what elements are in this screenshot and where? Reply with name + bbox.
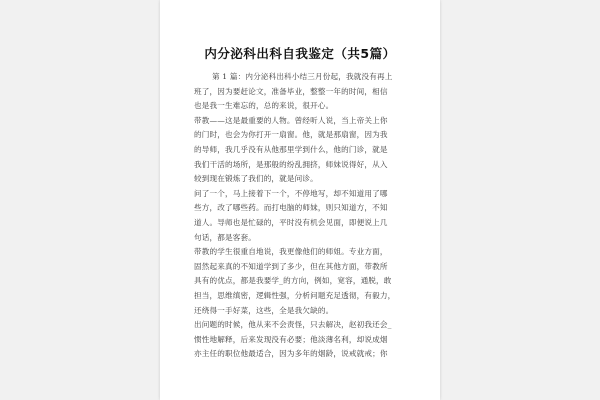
text-line: 第 1 篇：内分泌科出科小结三月份起，我就没有再上 (212, 72, 393, 81)
text-line: 亦主任的职位他最适合，因为多年的烟龄，说戒就戒；你 (194, 349, 388, 359)
text-line: 句话，都是客套。 (194, 232, 256, 242)
text-line: 我们干活的场所，是那般的纷乱拥挤，师妹说得好，从入 (194, 159, 388, 169)
text-line: 道人。导师也是忙碌的，平时没有机会见面，即便说上几 (194, 217, 388, 227)
text-line: 也是我一生难忘的，总的来说，很开心。 (194, 101, 334, 111)
document-page (160, 0, 440, 400)
text-line: 惯性地解释，后来发现没有必要；他淡薄名利，却说成烟 (194, 334, 388, 344)
text-line: 问了一个，马上接着下一个，不停地写，却不知道用了哪 (194, 188, 388, 198)
document-title: 内分泌科出科自我鉴定（共5篇） (204, 46, 396, 61)
document-body (194, 70, 412, 362)
text-line: 担当，思维缜密，逻辑性强，分析问题充足透彻，有毅力， (194, 290, 396, 300)
text-line: 带教——这是最重要的人物。曾经听人说，当上帝关上你 (194, 115, 388, 125)
text-line: 的导师，我几乎没有从他那里学到什么，他的门诊，就是 (194, 144, 388, 154)
text-line: 的门时，也会为你打开一扇窗。他，就是那扇窗，因为我 (194, 130, 388, 140)
text-line: 班了，因为要赶论文，准备毕业，整整一年的时间，相信 (194, 86, 388, 96)
text-line: 具有的优点，都是我要学_的方向，例如，宽容，通脱，敢 (194, 276, 392, 286)
text-line: 些方，改了哪些药。而打电脑的师妹，则只知道方，不知 (194, 203, 388, 213)
text-line: 带教的学生很重自地说，我更像他们的师姐。专业方面， (194, 247, 388, 257)
text-line: 较到现在锻炼了我们的，就是问诊。 (194, 174, 318, 184)
text-line: 出问题的时候，他从来不会责怪，只去解决，赵初我还会_ (194, 320, 392, 330)
text-line: 固然起来真的不知道学到了多少，但在其他方面，带教所 (194, 261, 388, 271)
text-line: 还绕得一手好菜，这些，全是我欠缺的。 (194, 305, 334, 315)
